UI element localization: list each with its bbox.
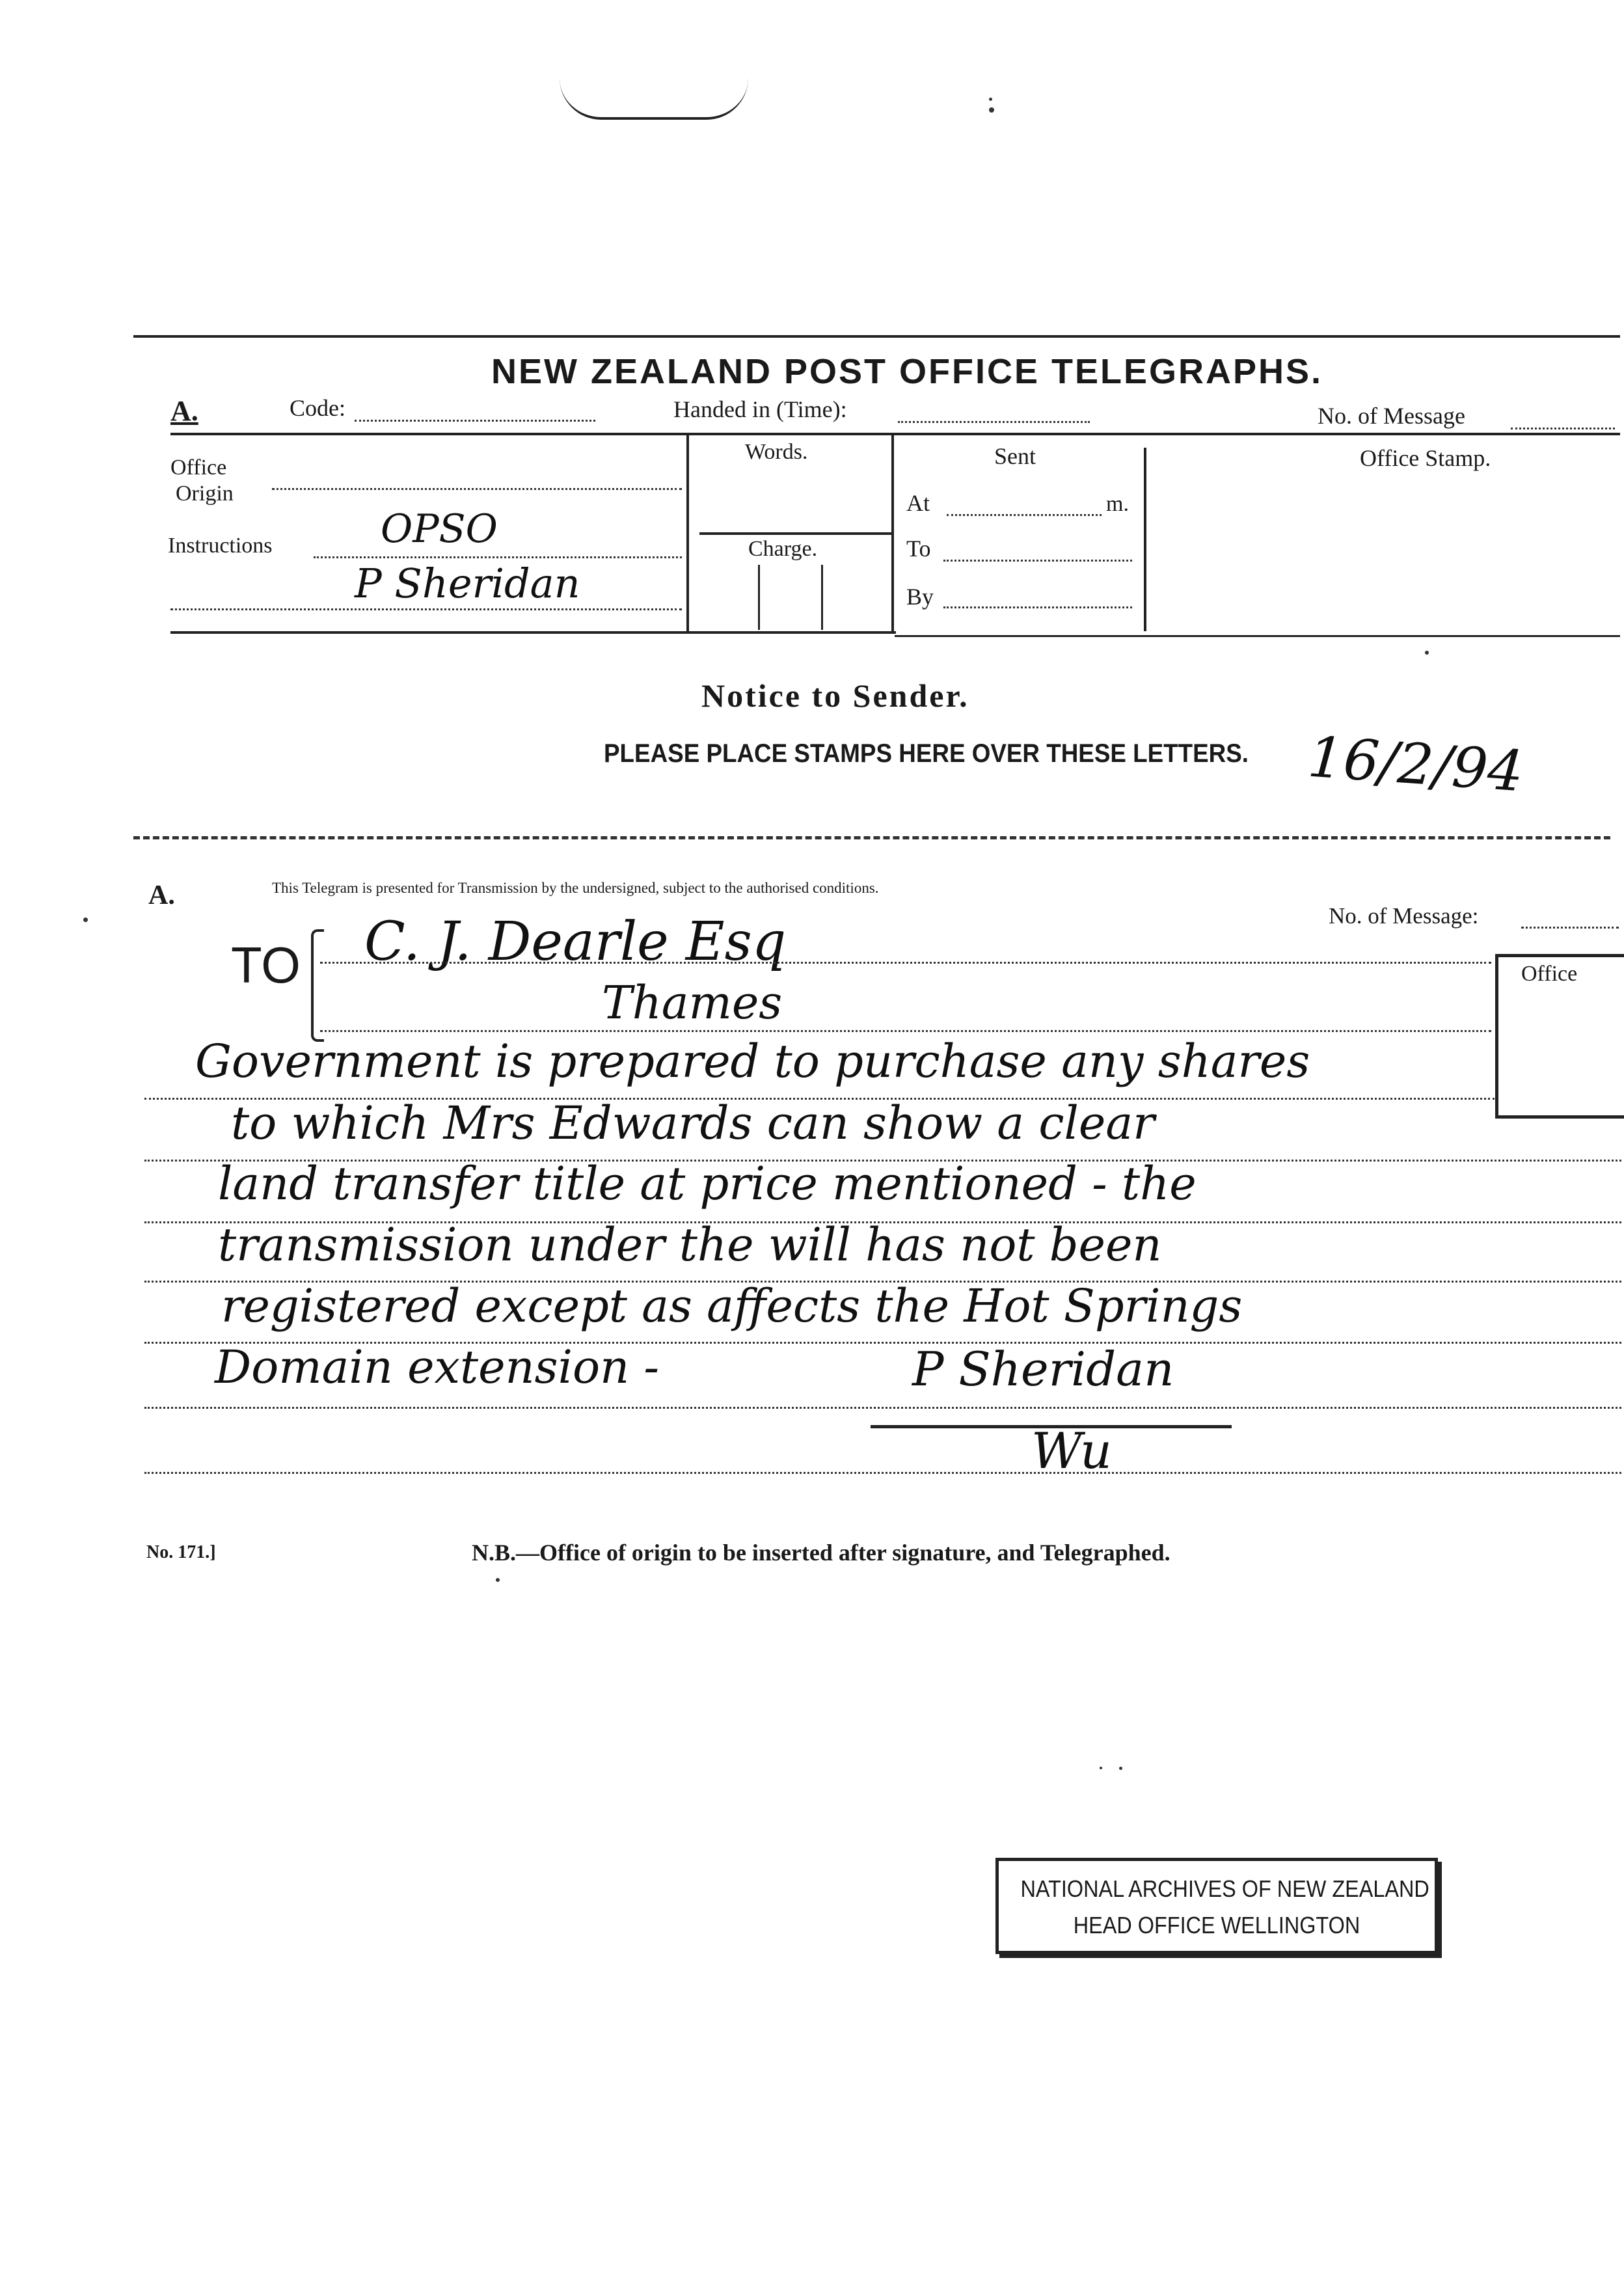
m-label: m. (1106, 492, 1129, 516)
to-field-sent (943, 560, 1132, 562)
presented-text: This Telegram is presented for Transmission by the undersigned, subject to the authorised conditions. (272, 880, 879, 896)
to-bracket (311, 929, 324, 1042)
header-bottom-rule-right (895, 635, 1620, 637)
stamps-instruction: PLEASE PLACE STAMPS HERE OVER THESE LETTERS. (604, 739, 1249, 768)
by-field (943, 606, 1132, 608)
top-fragment-mark (560, 78, 748, 120)
charge-box-divider (821, 565, 823, 630)
destination-line (320, 1030, 1491, 1032)
speck (1119, 1767, 1122, 1770)
header-mid-rule (170, 433, 1620, 435)
speck (1425, 651, 1429, 655)
handed-in-label: Handed in (Time): (673, 396, 847, 422)
notice-title: Notice to Sender. (701, 677, 969, 714)
recipient-name: C. J. Dearle Esq (364, 911, 787, 973)
column-divider (891, 435, 894, 631)
handed-in-field (898, 421, 1090, 423)
message-line-4: transmission under the will has not been (218, 1218, 1162, 1271)
at-field (947, 514, 1102, 516)
instructions-field-2 (170, 608, 682, 610)
words-charge-divider (699, 532, 891, 535)
nb-note: N.B.—Office of origin to be inserted after signature, and Telegraphed. (472, 1540, 1171, 1566)
to-label: TO (231, 936, 301, 994)
speck (1100, 1767, 1102, 1769)
speck (83, 918, 88, 922)
message-rule-7 (144, 1472, 1621, 1474)
speck (989, 107, 994, 113)
signature-initials: Wu (1031, 1422, 1112, 1480)
no-of-message-field (1521, 927, 1619, 929)
archive-stamp (995, 1858, 1438, 1954)
message-line-2: to which Mrs Edwards can show a clear (231, 1096, 1155, 1150)
origin-label: Origin (176, 482, 234, 506)
column-divider (686, 435, 689, 631)
code-field (355, 420, 595, 422)
signature: P Sheridan (912, 1342, 1174, 1396)
message-line-3: land transfer title at price mentioned - the (218, 1157, 1197, 1210)
column-divider (1144, 448, 1146, 631)
code-label: Code: (290, 395, 345, 421)
destination: Thames (602, 976, 783, 1029)
speck (989, 98, 992, 101)
by-label: By (906, 584, 934, 610)
office-stamp-label: Office (1521, 962, 1578, 986)
no-of-message-label-top: No. of Message (1318, 403, 1465, 429)
at-label: At (906, 490, 930, 516)
charge-box-divider (758, 565, 760, 630)
form-title: NEW ZEALAND POST OFFICE TELEGRAPHS. (491, 352, 1323, 391)
instructions-label: Instructions (168, 534, 273, 558)
form-number: No. 171.] (146, 1542, 216, 1562)
sent-label: Sent (994, 443, 1036, 469)
office-origin-field (272, 488, 682, 490)
instructions-handwritten: OPSO (381, 506, 498, 552)
to-label-sent: To (906, 536, 931, 562)
section-mark-message: A. (148, 880, 175, 910)
words-label: Words. (745, 440, 808, 464)
tear-line (133, 836, 1610, 839)
message-line-5: registered except as affects the Hot Springs (221, 1279, 1243, 1333)
no-of-message-label: No. of Message: (1329, 903, 1479, 929)
archive-stamp-line-1: NATIONAL ARCHIVES OF NEW ZEALAND (1020, 1875, 1429, 1902)
message-rule-6 (144, 1407, 1621, 1409)
office-stamp-label-top: Office Stamp. (1360, 445, 1491, 471)
instructions-field (314, 556, 682, 558)
no-of-message-field-top (1511, 428, 1615, 429)
recipient-line (320, 962, 1491, 964)
header-bottom-rule (170, 631, 896, 634)
section-mark-top: A. (170, 395, 198, 427)
archive-stamp-line-2: HEAD OFFICE WELLINGTON (1073, 1912, 1360, 1938)
speck (496, 1578, 500, 1582)
office-label: Office (170, 455, 227, 480)
handwritten-date: 16/2/94 (1305, 724, 1526, 805)
charge-label: Charge. (748, 537, 818, 561)
message-line-6: Domain extension - (215, 1340, 660, 1394)
instructions-signature: P Sheridan (355, 560, 580, 607)
message-line-1: Government is prepared to purchase any shares (195, 1035, 1310, 1088)
header-top-rule (133, 335, 1620, 338)
